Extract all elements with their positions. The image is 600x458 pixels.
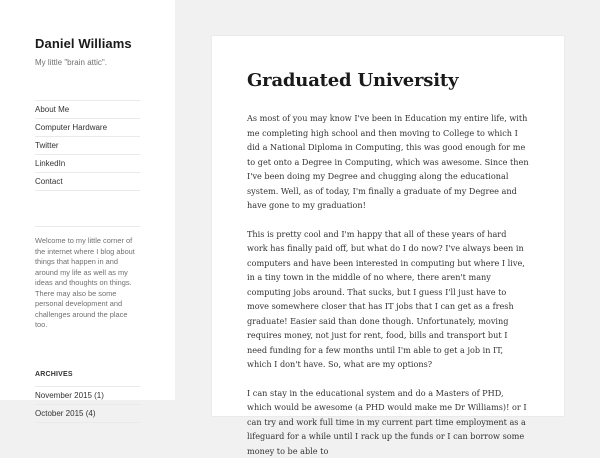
nav-item-contact[interactable]: Contact (35, 173, 140, 191)
sidebar (0, 0, 175, 400)
archives-heading: ARCHIVES (35, 371, 140, 378)
welcome-widget-text: Welcome to my little corner of the internet where I blog about things that happen in and around my life as well as my ideas and thoughts on things. There may also be some personal development and challenges around the place too. (35, 226, 140, 331)
nav-item-twitter[interactable]: Twitter (35, 137, 140, 155)
post-article (212, 36, 564, 416)
site-description: My little "brain attic". (35, 58, 140, 67)
nav-item-computer-hardware[interactable]: Computer Hardware (35, 119, 140, 137)
post-title[interactable]: Graduated University (247, 70, 529, 91)
main-navigation (35, 100, 140, 191)
post-paragraph: I can stay in the educational system and do a Masters of PHD, which would be awesome (a PHD would make me Dr Williams)! or I can try and work full time in my current part time employment as a lifeguard for a while until I rack up the funds or I can borrow some money to be able to (247, 386, 529, 458)
archives-list (35, 386, 140, 423)
site-title[interactable]: Daniel Williams (35, 36, 140, 51)
nav-item-linkedin[interactable]: LinkedIn (35, 155, 140, 173)
nav-item-about-me[interactable]: About Me (35, 101, 140, 119)
post-content (247, 111, 529, 458)
post-paragraph: As most of you may know I've been in Education my entire life, with me completing high school and then moving to College to which I did a National Diploma in Computing, this was good enough for me to get onto a Degree in Computing, which was awesome. Since then I've been doing my Degree and chugging along the educational system. Well, as of today, I'm finally a graduate of my Degree and have gone to my graduation! (247, 111, 529, 213)
archive-item-october-2015[interactable]: October 2015 (4) (35, 405, 140, 423)
archive-item-november-2015[interactable]: November 2015 (1) (35, 387, 140, 405)
post-paragraph: This is pretty cool and I'm happy that all of these years of hard work has finally paid off, but what do I do now? I've always been in computers and have been interested in computing but where I live, in a tiny town in the middle of no where, there aren't many computing jobs around. That sucks, but I guess I'll just have to move somewhere closer that has IT jobs that I can get as a fresh graduate! Easier said than done though. Unfortunately, moving requires money, not just for rent, food, bills and transport but I need funding for a few months until I'm able to get a job in IT, which I don't have. So, what are my options? (247, 227, 529, 372)
